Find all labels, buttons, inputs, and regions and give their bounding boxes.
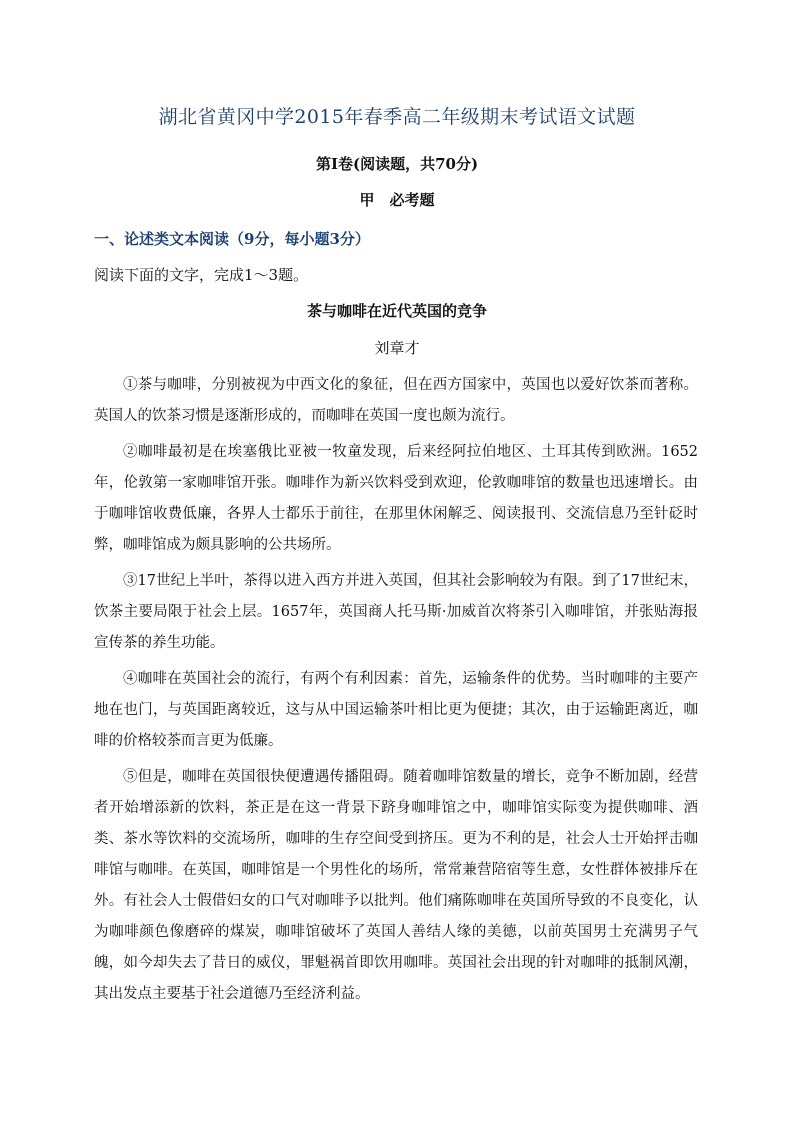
- exam-title: 湖北省黄冈中学2015年春季高二年级期末考试语文试题: [158, 106, 636, 128]
- volume-title: 第Ⅰ卷(阅读题，共70分): [315, 155, 479, 173]
- reading-instruction: 阅读下面的文字，完成1～3题。: [94, 266, 309, 284]
- paragraph-2: ②咖啡最初是在埃塞俄比亚被一牧童发现，后来经阿拉伯地区、土耳其传到欧洲。1652年，伦敦第一家咖啡馆开张。咖啡作为新兴饮料受到欢迎，伦敦咖啡馆的数量也迅速增长。由于咖啡馆收费低廉，各界人士都乐于前往，在那里休闲解乏、阅读报刊、交流信息乃至针砭时弊，咖啡馆成为颇具影响的公共场所。: [94, 444, 698, 553]
- article-body: [94, 370, 698, 1015]
- paragraph-4: ④咖啡在英国社会的流行，有两个有利因素：首先，运输条件的优势。当时咖啡的主要产地在也门，与英国距离较近，这与从中国运输茶叶相比更为便捷；其次，由于运输距离近，咖啡的价格较茶而言更为低廉。: [94, 671, 698, 749]
- section-heading: 一、论述类文本阅读（9分，每小题3分）: [94, 230, 370, 248]
- paragraph-3: ③17世纪上半叶，茶得以进入西方并进入英国，但其社会影响较为有限。到了17世纪末，饮茶主要局限于社会上层。1657年，英国商人托马斯·加威首次将茶引入咖啡馆，并张贴海报宣传茶的养生功能。: [94, 573, 698, 651]
- paragraph-5: ⑤但是，咖啡在英国很快便遭遇传播阻碍。随着咖啡馆数量的增长，竞争不断加剧，经营者开始增添新的饮料，茶正是在这一背景下跻身咖啡馆之中，咖啡馆实际变为提供咖啡、酒类、茶水等饮料的交流场所，咖啡的生存空间受到挤压。更为不利的是，社会人士开始抨击咖啡馆与咖啡。在英国，咖啡馆是一个男性化的场所，常常兼营陪宿等生意，女性群体被排斥在外。有社会人士假借妇女的口气对咖啡予以批判。他们痛陈咖啡在英国所导致的不良变化，认为咖啡颜色像磨碎的煤炭，咖啡馆破坏了英国人善结人缘的美德，以前英国男士充满男子气魄，如今却失去了昔日的威仪，罪魁祸首即饮用咖啡。英国社会出现的针对咖啡的抵制风潮，其出发点主要基于社会道德乃至经济利益。: [94, 769, 698, 1002]
- article-title: 茶与咖啡在近代英国的竞争: [306, 302, 487, 320]
- paragraph-1: ①茶与咖啡，分别被视为中西文化的象征，但在西方国家中，英国也以爱好饮茶而著称。英国人的饮茶习惯是逐渐形成的，而咖啡在英国一度也颇为流行。: [94, 377, 698, 424]
- part-title: 甲 必考题: [359, 191, 435, 209]
- article-author: 刘章才: [374, 339, 420, 357]
